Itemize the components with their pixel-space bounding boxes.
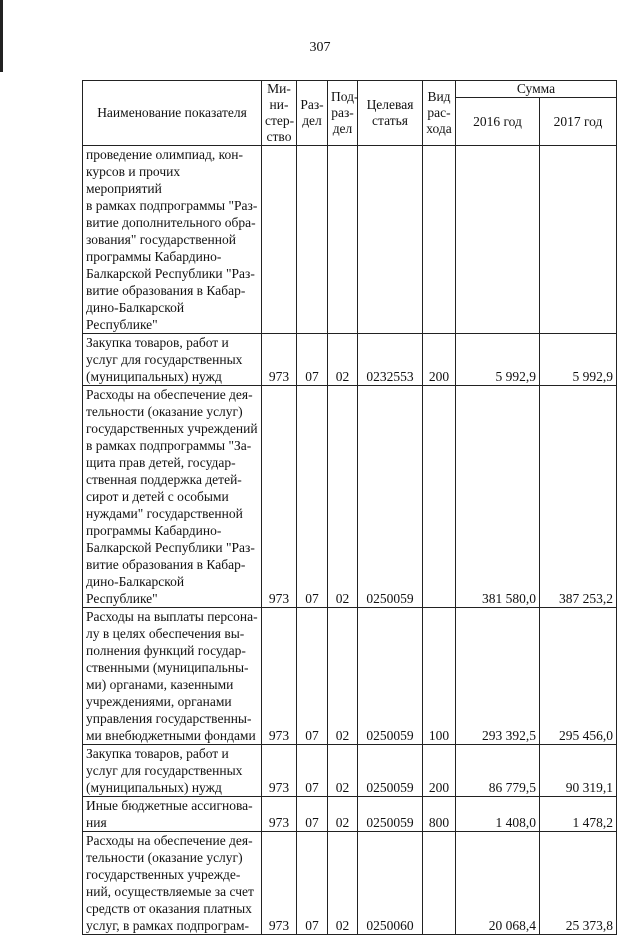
row-name: Расходы на обеспечение дея- тельности (оказание услуг) государственных учреждений в рамках подпрограммы "За- щита прав детей, государ- ственная поддержка детей- сирот и детей с особыми нуждами" государственной программы Кабардино- Балкарской Республики "Раз- витие образования в Кабар- дино-Балкарской Республике" (83, 386, 262, 608)
row-subsection: 02 (328, 832, 358, 935)
row-expense-type (423, 386, 456, 608)
row-section: 07 (297, 832, 328, 935)
row-sum-2016: 381 580,0 (456, 386, 540, 608)
row-name: Расходы на выплаты персона- лу в целях обеспечения вы- полнения функций государ- ственными (муниципальны- ми) органами, казенными учреждениями, органами управления государственны- ми внебюджетными фондами (83, 608, 262, 745)
table-row (83, 334, 617, 386)
table-row (83, 146, 617, 334)
row-sum-2016: 293 392,5 (456, 608, 540, 745)
row-sum-2017: 25 373,8 (540, 832, 617, 935)
row-name: проведение олимпиад, кон- курсов и прочих мероприятий в рамках подпрограммы "Раз- витие дополнительного обра- зования" государственной программы Кабардино- Балкарской Республики "Раз- витие образования в Кабар- дино-Балкарской Республике" (83, 146, 262, 334)
budget-table (82, 80, 617, 935)
row-subsection (328, 146, 358, 334)
table-body (83, 146, 617, 935)
table-row (83, 832, 617, 935)
row-ministry: 973 (262, 797, 297, 832)
table-row (83, 608, 617, 745)
table-row (83, 797, 617, 832)
row-expense-type (423, 832, 456, 935)
row-name: Закупка товаров, работ и услуг для государственных (муниципальных) нужд (83, 334, 262, 386)
row-sum-2017: 5 992,9 (540, 334, 617, 386)
row-target: 0250059 (358, 745, 423, 797)
row-expense-type: 800 (423, 797, 456, 832)
header-expense-type: Вид рас- хода (423, 81, 456, 146)
table-row (83, 386, 617, 608)
header-target: Целевая статья (358, 81, 423, 146)
header-sum: Сумма (456, 81, 617, 98)
header-year-2017: 2017 год (540, 98, 617, 146)
row-target: 0232553 (358, 334, 423, 386)
header-name: Наименование показателя (83, 81, 262, 146)
row-name: Расходы на обеспечение дея- тельности (оказание услуг) государственных учрежде- ний, осуществляемые за счет средств от оказания платных услуг, в рамках подпрограм- (83, 832, 262, 935)
row-section: 07 (297, 386, 328, 608)
row-expense-type (423, 146, 456, 334)
row-target: 0250059 (358, 386, 423, 608)
row-ministry: 973 (262, 386, 297, 608)
row-sum-2017 (540, 146, 617, 334)
row-section: 07 (297, 608, 328, 745)
row-sum-2017: 90 319,1 (540, 745, 617, 797)
row-subsection: 02 (328, 608, 358, 745)
row-section (297, 146, 328, 334)
header-subsection: Под- раз- дел (328, 81, 358, 146)
row-section: 07 (297, 797, 328, 832)
row-expense-type: 200 (423, 334, 456, 386)
row-subsection: 02 (328, 797, 358, 832)
row-sum-2016: 20 068,4 (456, 832, 540, 935)
table-header (83, 81, 617, 146)
row-target (358, 146, 423, 334)
page-number: 307 (309, 40, 331, 55)
row-subsection: 02 (328, 386, 358, 608)
row-sum-2017: 295 456,0 (540, 608, 617, 745)
row-sum-2016: 1 408,0 (456, 797, 540, 832)
row-sum-2017: 387 253,2 (540, 386, 617, 608)
header-section: Раз- дел (297, 81, 328, 146)
row-ministry (262, 146, 297, 334)
row-sum-2016 (456, 146, 540, 334)
row-section: 07 (297, 745, 328, 797)
header-ministry: Ми- ни- стер- ство (262, 81, 297, 146)
row-subsection: 02 (328, 334, 358, 386)
header-year-2016: 2016 год (456, 98, 540, 146)
row-section: 07 (297, 334, 328, 386)
row-target: 0250059 (358, 608, 423, 745)
row-ministry: 973 (262, 608, 297, 745)
row-sum-2017: 1 478,2 (540, 797, 617, 832)
row-sum-2016: 86 779,5 (456, 745, 540, 797)
table-row (83, 745, 617, 797)
row-name: Иные бюджетные ассигнова- ния (83, 797, 262, 832)
row-ministry: 973 (262, 745, 297, 797)
row-ministry: 973 (262, 334, 297, 386)
row-sum-2016: 5 992,9 (456, 334, 540, 386)
row-ministry: 973 (262, 832, 297, 935)
row-name: Закупка товаров, работ и услуг для государственных (муниципальных) нужд (83, 745, 262, 797)
row-target: 0250059 (358, 797, 423, 832)
row-target: 0250060 (358, 832, 423, 935)
row-expense-type: 200 (423, 745, 456, 797)
margin-line (0, 0, 3, 72)
row-subsection: 02 (328, 745, 358, 797)
row-expense-type: 100 (423, 608, 456, 745)
